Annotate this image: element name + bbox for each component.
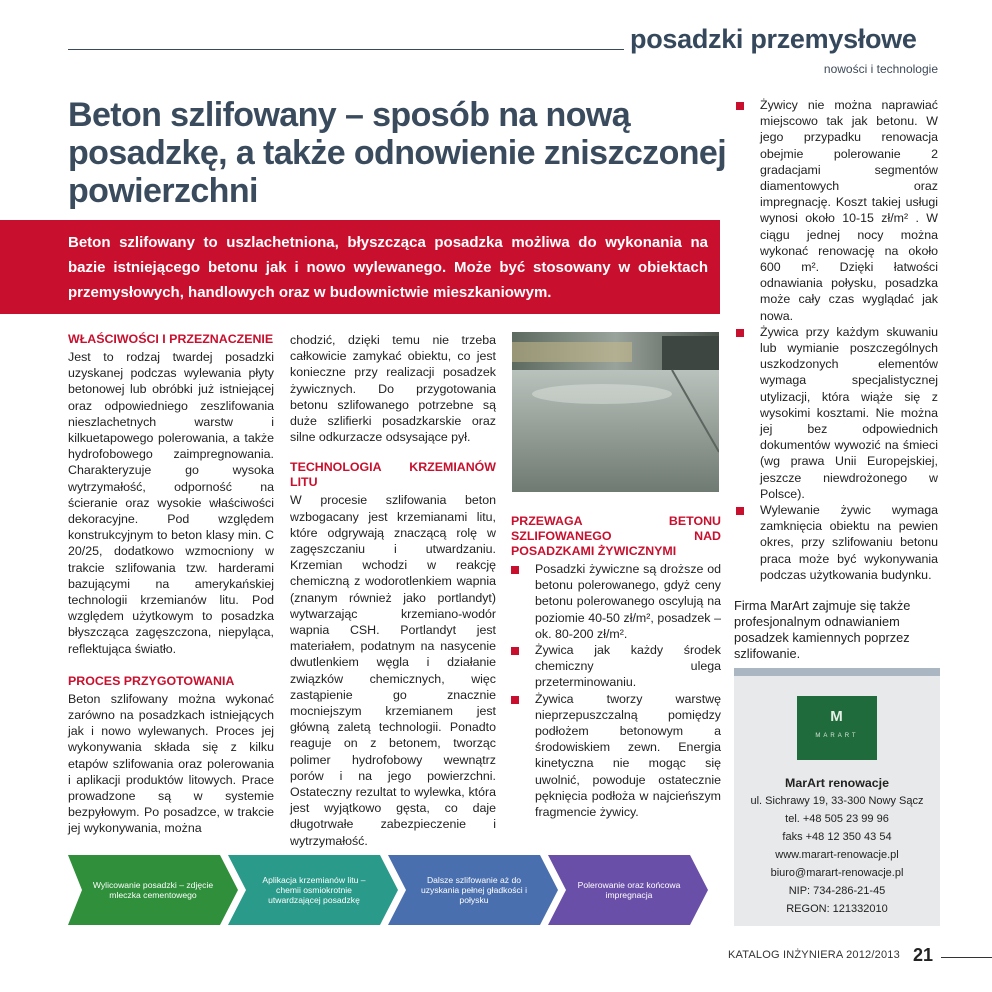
catalog-name: KATALOG INŻYNIERA 2012/2013 (728, 949, 900, 961)
company-email[interactable]: biuro@marart-renowacje.pl (770, 867, 904, 879)
page-number: 21 (913, 945, 934, 965)
polished-floor-photo (512, 332, 719, 492)
advantages-list (511, 561, 721, 820)
advantages-list-continued (736, 97, 938, 583)
column-1 (68, 332, 274, 837)
company-nip: NIP: 734-286-21-45 (788, 885, 886, 897)
section-title: posadzki przemysłowe (630, 24, 917, 54)
list-item: Żywica jak każdy środek chemiczny ulega przeterminowaniu. (511, 642, 721, 691)
logo-text: MARART (815, 733, 859, 739)
list-item: Żywicy nie można naprawiać miejscowo tak jak betonu. W jego przypadku renowacja obejmie polerowanie 2 gradacjami segmentów diamentowych oraz impregnację. Koszt takiej usługi wynosi około 10-15 zł/m² . W ciągu jednej nocy można wykonać renowację na około 600 m². Dzięki łatwości odnawiania połysku, posadzka może cały czas wyglądać jak nowa. (736, 97, 938, 324)
section-subtitle: nowości i technologie (823, 62, 938, 76)
company-address: ul. Sichrawy 19, 33-300 Nowy Sącz (750, 795, 924, 807)
process-step-2: Aplikacja krzemianów litu – chemii osmiokrotnie utwardzającej posadzkę (262, 875, 366, 905)
section-heading-properties: WŁAŚCIWOŚCI I PRZEZNACZENIE (68, 332, 274, 346)
list-item: Żywica przy każdym skuwaniu lub wymianie poszczególnych uszkodzonych elementów wymaga specjalistycznej utylizacji, która wiąże się z wysokimi kosztami. Nie można jej bez odpowiednich dokumentów wywozić na śmieci (wg prawa Unii Europejskiej, jeszcze niewdrożonego w Polsce). (736, 324, 938, 502)
list-item: Żywica tworzy warstwę nieprzepuszczalną pomiędzy podłożem betonowym a środowiskiem zewn. Energia kinetyczna nie mogąc się uwolnić, powoduje ostatecznie pęknięcia podłoża w najcieńszym fragmencie żywicy. (511, 691, 721, 821)
section-text-process-a: Beton szlifowany można wykonać zarówno na posadzkach istniejących jak i nowo wylewanych. Proces jej wykonywania składa się z kilku etapów szlifowania oraz polerowania i aplikacji produktów litowych. Prace prowadzone są w systemie bezpyłowym. Po posadzce, w trakcie jej wykonywania, można (68, 691, 274, 836)
section-heading-lithium: TECHNOLOGIA KRZEMIANÓW LITU (290, 460, 496, 490)
company-phone: tel. +48 505 23 99 96 (785, 813, 889, 825)
company-card-top-bar (734, 668, 940, 676)
column-4 (736, 97, 938, 583)
article-title: Beton szlifowany – sposób na nową posadzkę, a także odnowienie zniszczonej powierzchni (68, 96, 727, 210)
list-item: Posadzki żywiczne są droższe od betonu polerowanego, gdyż ceny betonu polerowanego oscylują na poziomie 40-50 zł/m², posadzek – ok. 80-200 zł/m². (511, 561, 721, 642)
header-rule (68, 49, 624, 50)
list-item: Wylewanie żywic wymaga zamknięcia obiektu na pewien okres, przy szlifowaniu betonu praca może być wykonywania podczas użytkowania budynku. (736, 502, 938, 583)
section-heading-advantages: PRZEWAGA BETONU SZLIFOWANEGO NAD POSADZKAMI ŻYWICZNYMI (511, 514, 721, 558)
footer-rule (941, 957, 992, 958)
company-regon: REGON: 121332010 (786, 903, 888, 915)
column-2 (290, 332, 496, 849)
article-lead: Beton szlifowany to uszlachetniona, błyszcząca posadzka możliwa do wykonania na bazie istniejącego betonu jak i nowo wylewanego. Może być stosowany w obiektach przemysłowych, handlowych oraz w budownictwie mieszkaniowym. (68, 234, 708, 301)
marart-logo (797, 696, 877, 760)
floor-image (512, 332, 719, 492)
company-contact (734, 774, 940, 918)
process-step-3: Dalsze szlifowanie aż do uzyskania pełnej gładkości i połysku (420, 875, 528, 905)
process-step-4: Polerowanie oraz końcowa impregnacja (577, 880, 681, 900)
company-fax: faks +48 12 350 43 54 (782, 831, 892, 843)
section-text-properties: Jest to rodzaj twardej posadzki uzyskanej podczas wylewania płyty betonowej lub obróbki już istniejącej oraz odpowiedniego zeszlifowania nieszlachetnych warstw i kilkuetapowego polerowania, a także hydrofobowego zaimpregnowania. Charakteryzuje go wysoka wytrzymałość, odporność na ścieranie oraz wysokie właściwości dekoracyjne. Pod względem konstrukcyjnym to beton klasy min. C 20/25, dodatkowo wzmocniony w trakcie szlifowania tzw. harderami bazującymi na amerykańskiej technologii krzemianów litu. Pod względem użytkowym to posadzka błyszcząca zagęszczona, niepyląca, reflektująca światło. (68, 350, 274, 656)
company-name: MarArt renowacje (785, 776, 889, 790)
section-heading-process: PROCES PRZYGOTOWANIA (68, 673, 235, 688)
process-step-1: Wylicowanie posadzki – zdjęcie mleczka cementowego (92, 880, 214, 900)
section-text-lithium: W procesie szlifowania beton wzbogacany jest krzemianami litu, które odgrywają znaczącą rolę w zagęszczaniu i utwardzaniu. Krzemian wchodzi w reakcję chemiczną z wodorotlenkiem wapnia (znanym również jako portlandyt) wytwarzając krzemiano-wodór wapnia CSH. Portlandyt jest materiałem, podatnym na nasycenie dwutlenkiem węgla i działanie związków chemicznych, więc zastąpienie go znacznie mocniejszym krzemianem jest główną zaletą technologii. Ponadto reaguje on z betonem, tworząc polimer hydrofobowy wewnątrz porów i na jego powierzchni. Ostateczny rezultat to wylewka, która jest wyjątkowo gęsta, co daje długotrwałe zabezpieczenie i wytrzymałość. (290, 493, 496, 848)
logo-mark: M (830, 708, 844, 725)
company-website[interactable]: www.marart-renowacje.pl (775, 849, 899, 861)
column-3 (511, 514, 721, 820)
process-diagram (68, 855, 708, 925)
section-text-process-b: chodzić, dzięki temu nie trzeba całkowicie zamykać obiektu, co jest konieczne przy realizacji posadzek żywicznych. Do przygotowania betonu szlifowanego potrzebne są duże szlifierki posadzkarskie oraz silne odkurzacze odsysające pył. (290, 333, 496, 445)
firm-note: Firma MarArt zajmuje się także profesjonalnym odnawianiem posadzek kamiennych poprzez szlifowanie. (734, 598, 911, 661)
